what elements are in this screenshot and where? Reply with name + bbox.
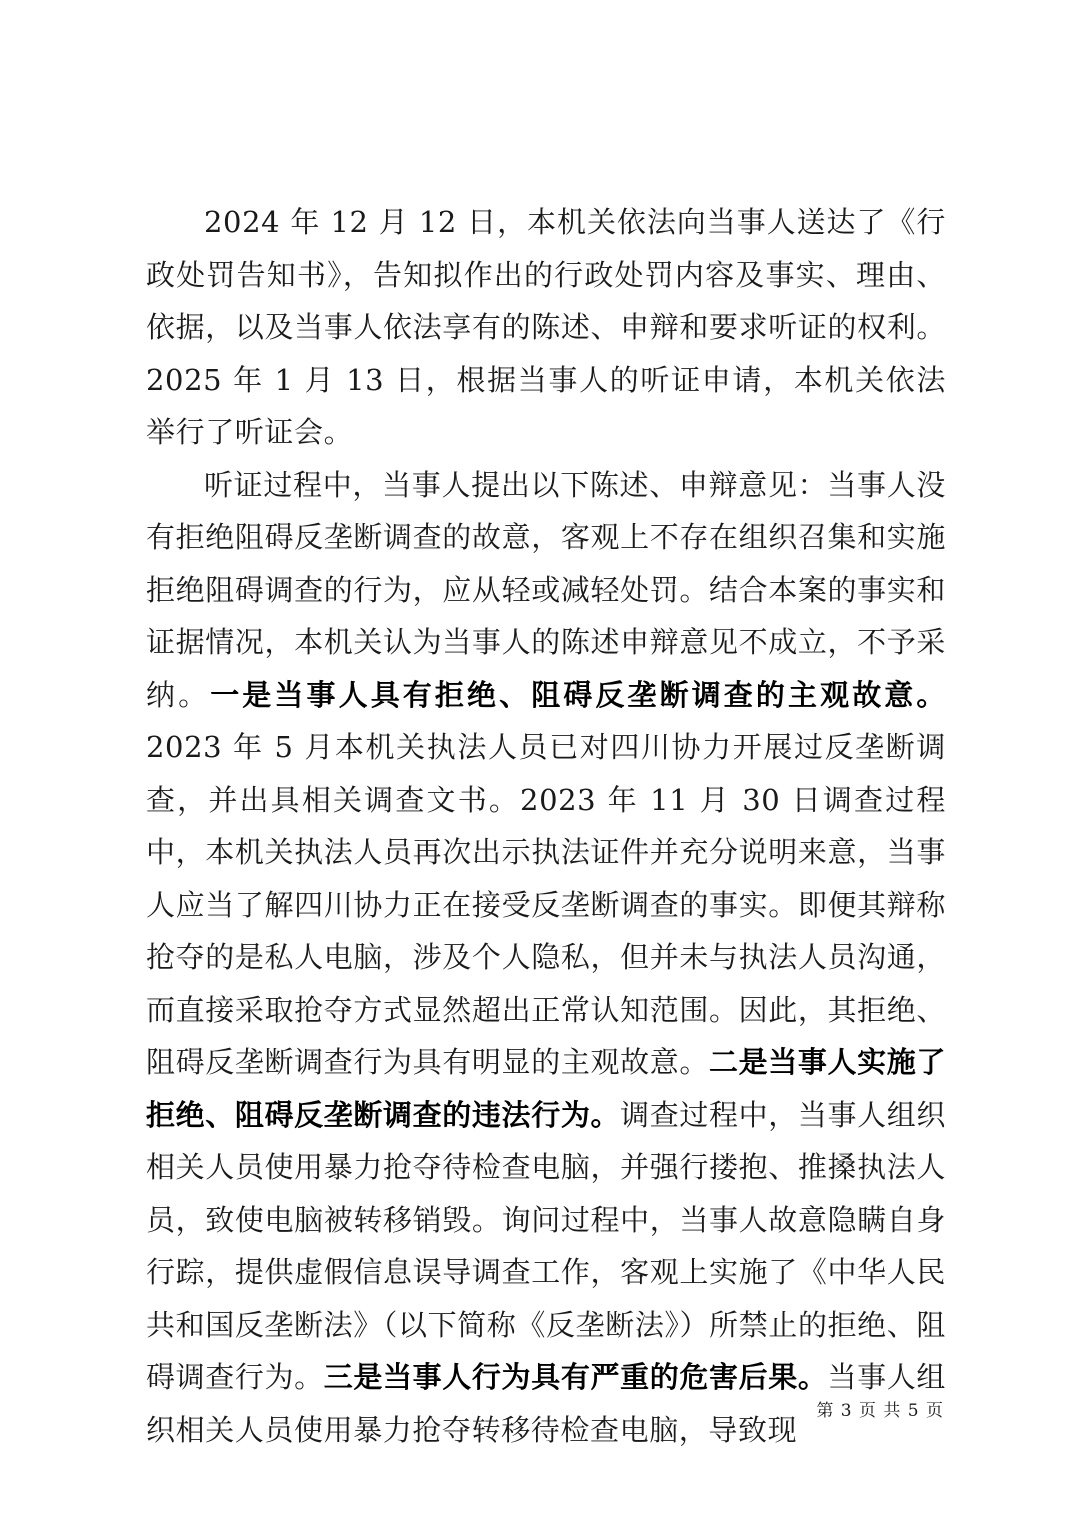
page-number-footer: 第 3 页 共 5 页 — [816, 1401, 944, 1421]
hearing-intro-text: 听证过程中，当事人提出以下陈述、申辩意见：当事人没有拒绝阻碍反垄断调查的故意，客观上不存在组织召集和实施拒绝阻碍调查的行为，应从轻或减轻处罚。结合本案的事实和证据情况，本机关认为当事人的陈述申辩意见不成立，不予采纳。 — [146, 467, 946, 712]
point-2-body: 调查过程中，当事人组织相关人员使用暴力抢夺待检查电脑，并强行搂抱、推搡执法人员，致使电脑被转移销毁。询问过程中，当事人故意隐瞒自身行踪，提供虚假信息误导调查工作，客观上实施了《中华人民共和国反垄断法》（以下简称《反垄断法》）所禁止的拒绝、阻碍调查行为。 — [146, 1097, 946, 1394]
document-page — [146, 196, 946, 1456]
point-3-heading: 三是当事人行为具有严重的危害后果。 — [323, 1360, 828, 1394]
paragraph-hearing-opinions — [146, 459, 946, 1457]
point-2-heading: 二是当事人实施了拒绝、阻碍反垄断调查的违法行为。 — [146, 1045, 946, 1132]
paragraph-notice-and-hearing: 2024 年 12 月 12 日，本机关依法向当事人送达了《行政处罚告知书》，告知拟作出的行政处罚内容及事实、理由、依据，以及当事人依法享有的陈述、申辩和要求听证的权利。2025 年 1 月 13 日，根据当事人的听证申请，本机关依法举行了听证会。 — [146, 205, 946, 449]
point-1-body: 2023 年 5 月本机关执法人员已对四川协力开展过反垄断调查，并出具相关调查文书。2023 年 11 月 30 日调查过程中，本机关执法人员再次出示执法证件并充分说明来意，当事人应当了解四川协力正在接受反垄断调查的事实。即便其辩称抢夺的是私人电脑，涉及个人隐私，但并未与执法人员沟通，而直接采取抢夺方式显然超出正常认知范围。因此，其拒绝、阻碍反垄断调查行为具有明显的主观故意。 — [146, 730, 946, 1079]
point-3-body: 当事人组织相关人员使用暴力抢夺转移待检查电脑，导致现 — [146, 1360, 946, 1447]
point-1-heading: 一是当事人具有拒绝、阻碍反垄断调查的主观故意。 — [210, 677, 946, 712]
